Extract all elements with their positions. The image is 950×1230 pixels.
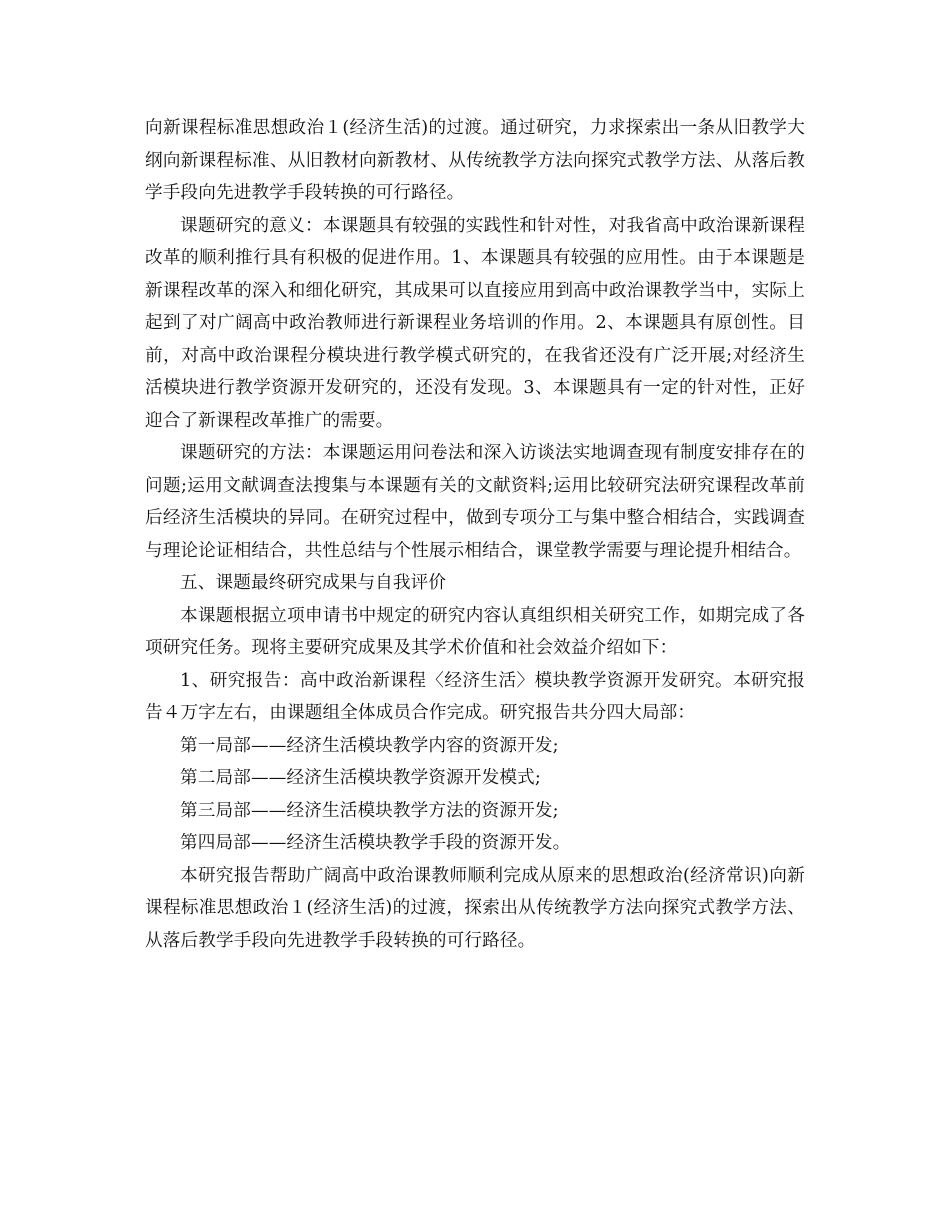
paragraph-research-methods: 课题研究的方法：本课题运用问卷法和深入访谈法实地调查现有制度安排存在的问题;运用文献调查法搜集与本课题有关的文献资料;运用比较研究法研究课程改革前后经济生活模块的异同。在研究过程中，做到专项分工与集中整合相结合，实践调查与理论论证相结合，共性总结与个性展示相结合，课堂教学需要与理论提升相结合。 bbox=[145, 443, 805, 561]
report-part-two: 第二局部——经济生活模块教学资源开发模式; bbox=[180, 768, 541, 788]
paragraph-research-significance: 课题研究的意义：本课题具有较强的实践性和针对性，对我省高中政治课新课程改革的顺利推行具有积极的促进作用。1、本课题具有较强的应用性。由于本课题是新课程改革的深入和细化研究，其成果可以直接应用到高中政治课教学当中，实际上起到了对广阔高中政治教师进行新课程业务培训的作用。2、本课题具有原创性。目前，对高中政治课程分模块进行教学模式研究的，在我省还没有广泛开展;对经济生活模块进行教学资源开发研究的，还没有发现。3、本课题具有一定的针对性，正好迎合了新课程改革推广的需要。 bbox=[145, 215, 805, 431]
paragraph-continuation: 向新课程标准思想政治１(经济生活)的过渡。通过研究，力求探索出一条从旧教学大纲向新课程标准、从旧教材向新教材、从传统教学方法向探究式教学方法、从落后教学手段向先进教学手段转换的可行路径。 bbox=[145, 118, 805, 203]
document-page bbox=[145, 112, 805, 957]
report-part-one: 第一局部——经济生活模块教学内容的资源开发; bbox=[180, 735, 559, 756]
report-part-three: 第三局部——经济生活模块教学方法的资源开发; bbox=[180, 800, 559, 821]
paragraph-research-report: 1、研究报告：高中政治新课程〈经济生活〉模块教学资源开发研究。本研究报告４万字左右，由课题组全体成员合作完成。研究报告共分四大局部： bbox=[145, 670, 805, 723]
section-heading-final-results: 五、课题最终研究成果与自我评价 bbox=[180, 573, 447, 593]
report-part-four: 第四局部——经济生活模块教学手段的资源开发。 bbox=[180, 833, 571, 853]
paragraph-report-benefit: 本研究报告帮助广阔高中政治课教师顺利完成从原来的思想政治(经济常识)向新课程标准思想政治１(经济生活)的过渡，探索出从传统教学方法向探究式教学方法、从落后教学手段向先进教学手段转换的可行路径。 bbox=[145, 865, 805, 951]
paragraph-results-intro: 本课题根据立项申请书中规定的研究内容认真组织相关研究工作，如期完成了各项研究任务。现将主要研究成果及其学术价值和社会效益介绍如下： bbox=[145, 605, 805, 658]
